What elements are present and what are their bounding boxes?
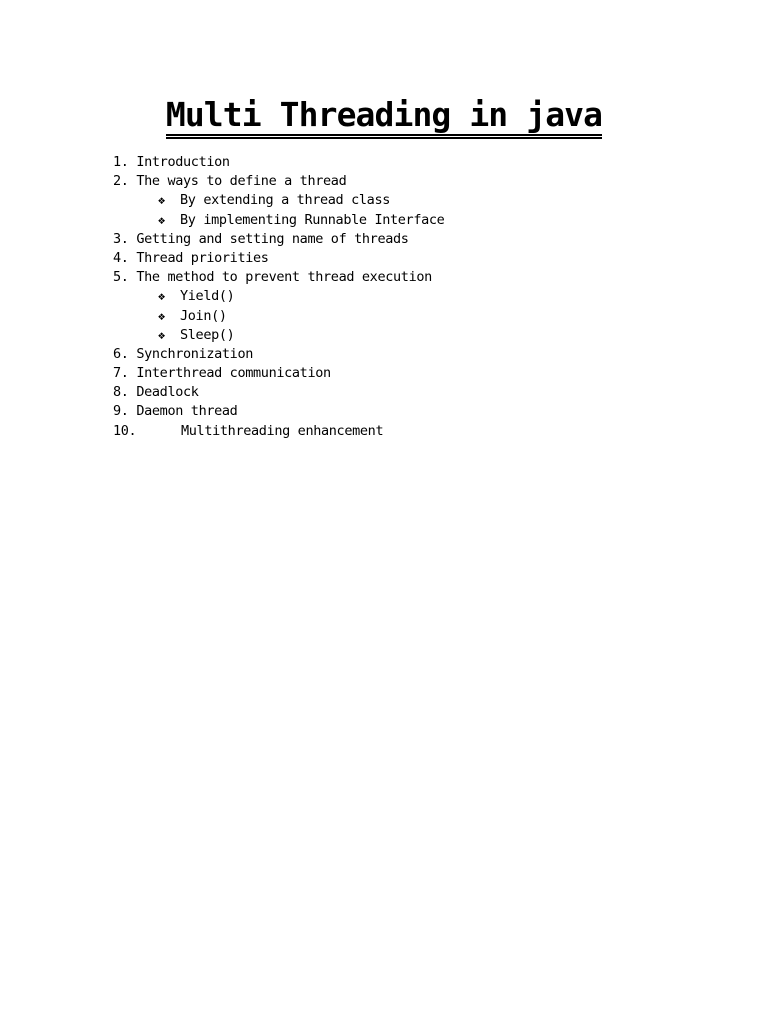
list-item [113, 364, 444, 383]
item-number: 10. [113, 422, 137, 439]
list-item [113, 153, 444, 172]
item-number: 5. [113, 269, 129, 286]
item-text: Introduction [136, 154, 230, 170]
list-item [113, 422, 444, 441]
item-number: 6. [113, 345, 129, 362]
item-number: 2. [113, 173, 129, 190]
item-number: 7. [113, 365, 129, 382]
item-text: Getting and setting name of threads [136, 230, 409, 247]
item-number: 4. [113, 249, 129, 266]
item-number: 1. [113, 154, 129, 170]
item-text: Synchronization [136, 345, 254, 362]
list-item [113, 345, 444, 364]
sub-list-item [113, 191, 444, 210]
item-text: Deadlock [136, 384, 199, 401]
page-title-text: Multi Threading in java [166, 96, 602, 139]
sub-list-item [113, 287, 444, 306]
list-item [113, 230, 444, 249]
item-number: 3. [113, 230, 129, 247]
list-item [113, 383, 444, 402]
list-item [113, 172, 444, 191]
sub-item-text: By extending a thread class [180, 192, 390, 209]
sub-list-item [113, 307, 444, 326]
sub-item-text: Join() [180, 307, 227, 324]
page-title [0, 93, 768, 139]
item-text: The ways to define a thread [136, 173, 347, 190]
diamond-bullet-icon: ❖ [158, 308, 165, 323]
list-item [113, 268, 444, 287]
item-number: 8. [113, 384, 129, 401]
sub-item-text: Sleep() [180, 326, 235, 343]
item-text: Daemon thread [136, 403, 238, 420]
list-item [113, 249, 444, 268]
table-of-contents [113, 153, 444, 441]
item-text: Multithreading enhancement [181, 422, 384, 439]
list-item [113, 402, 444, 421]
sub-item-text: By implementing Runnable Interface [180, 211, 445, 228]
item-number: 9. [113, 403, 129, 420]
sub-item-text: Yield() [180, 288, 235, 305]
item-text: Thread priorities [136, 249, 269, 266]
sub-list-item [113, 211, 444, 230]
diamond-bullet-icon: ❖ [158, 212, 165, 227]
item-text: The method to prevent thread execution [136, 269, 432, 286]
diamond-bullet-icon: ❖ [158, 193, 165, 208]
item-text: Interthread communication [136, 365, 331, 382]
sub-list-item [113, 326, 444, 345]
diamond-bullet-icon: ❖ [158, 327, 165, 342]
diamond-bullet-icon: ❖ [158, 289, 165, 304]
